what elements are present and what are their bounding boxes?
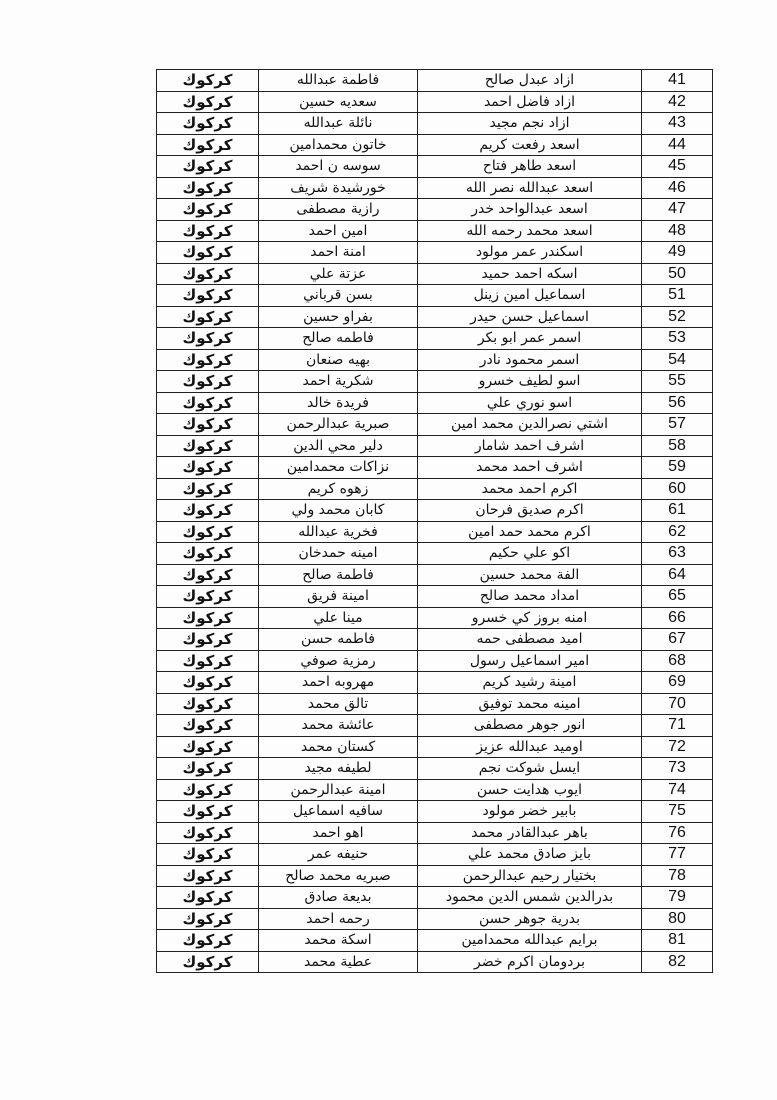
full-name-cell: اوميد عبدالله عزيز [418,736,642,758]
mother-name-cell: دلير محي الدين [259,435,418,457]
full-name-cell: اشتي نصرالدين محمد امين [418,414,642,436]
row-number-cell: 69 [642,672,713,694]
full-name-cell: بدرالدين شمس الدين محمود [418,887,642,909]
mother-name-cell: زهوه كريم [259,478,418,500]
table-row [157,306,713,328]
mother-name-cell: امينه حمدخان [259,543,418,565]
row-number-cell: 80 [642,908,713,930]
mother-name-cell: لطيفه مجيد [259,758,418,780]
row-number-cell: 79 [642,887,713,909]
city-cell: كركوك [157,736,259,758]
row-number-cell: 57 [642,414,713,436]
city-cell: كركوك [157,371,259,393]
row-number-cell: 54 [642,349,713,371]
city-cell: كركوك [157,672,259,694]
row-number-cell: 77 [642,844,713,866]
row-number-cell: 44 [642,134,713,156]
mother-name-cell: صبريه محمد صالح [259,865,418,887]
mother-name-cell: بفراو حسين [259,306,418,328]
full-name-cell: ازاد فاضل احمد [418,91,642,113]
full-name-cell: اكرم احمد محمد [418,478,642,500]
full-name-cell: بختيار رحيم عبدالرحمن [418,865,642,887]
full-name-cell: اشرف احمد شامار [418,435,642,457]
full-name-cell: اسمر محمود نادر [418,349,642,371]
mother-name-cell: اسكة محمد [259,930,418,952]
full-name-cell: اكرم صديق فرحان [418,500,642,522]
row-number-cell: 63 [642,543,713,565]
table-row [157,156,713,178]
row-number-cell: 41 [642,70,713,92]
mother-name-cell: سعديه حسين [259,91,418,113]
full-name-cell: اسو نوري علي [418,392,642,414]
row-number-cell: 43 [642,113,713,135]
row-number-cell: 48 [642,220,713,242]
full-name-cell: بردومان اكرم خضر [418,951,642,973]
table-row [157,328,713,350]
mother-name-cell: تالق محمد [259,693,418,715]
city-cell: كركوك [157,887,259,909]
full-name-cell: اكو علي حكيم [418,543,642,565]
row-number-cell: 82 [642,951,713,973]
city-cell: كركوك [157,177,259,199]
full-name-cell: اسكه احمد حميد [418,263,642,285]
names-table [156,69,713,973]
row-number-cell: 52 [642,306,713,328]
row-number-cell: 75 [642,801,713,823]
mother-name-cell: امين احمد [259,220,418,242]
mother-name-cell: خورشيدة شريف [259,177,418,199]
mother-name-cell: فريدة خالد [259,392,418,414]
row-number-cell: 66 [642,607,713,629]
mother-name-cell: اهو احمد [259,822,418,844]
row-number-cell: 70 [642,693,713,715]
city-cell: كركوك [157,693,259,715]
city-cell: كركوك [157,758,259,780]
city-cell: كركوك [157,607,259,629]
table-row [157,70,713,92]
row-number-cell: 50 [642,263,713,285]
full-name-cell: برايم عبدالله محمدامين [418,930,642,952]
city-cell: كركوك [157,650,259,672]
city-cell: كركوك [157,285,259,307]
full-name-cell: اكرم محمد حمد امين [418,521,642,543]
city-cell: كركوك [157,779,259,801]
table-row [157,521,713,543]
city-cell: كركوك [157,865,259,887]
mother-name-cell: فاطمه حسن [259,629,418,651]
city-cell: كركوك [157,70,259,92]
table-row [157,414,713,436]
row-number-cell: 68 [642,650,713,672]
mother-name-cell: عطية محمد [259,951,418,973]
mother-name-cell: عزتة علي [259,263,418,285]
mother-name-cell: حنيفه عمر [259,844,418,866]
city-cell: كركوك [157,801,259,823]
full-name-cell: اسماعيل حسن حيدر [418,306,642,328]
city-cell: كركوك [157,629,259,651]
city-cell: كركوك [157,478,259,500]
mother-name-cell: فاطمة صالح [259,564,418,586]
mother-name-cell: سافيه اسماعيل [259,801,418,823]
mother-name-cell: خاتون محمدامين [259,134,418,156]
row-number-cell: 76 [642,822,713,844]
city-cell: كركوك [157,328,259,350]
mother-name-cell: رحمه احمد [259,908,418,930]
city-cell: كركوك [157,306,259,328]
table-row [157,500,713,522]
table-row [157,801,713,823]
full-name-cell: اسو لطيف خسرو [418,371,642,393]
table-row [157,543,713,565]
city-cell: كركوك [157,951,259,973]
table-row [157,242,713,264]
names-table-body [157,70,713,973]
table-row [157,586,713,608]
full-name-cell: ازاد نجم مجيد [418,113,642,135]
full-name-cell: اسكندر عمر مولود [418,242,642,264]
mother-name-cell: شكرية احمد [259,371,418,393]
city-cell: كركوك [157,586,259,608]
full-name-cell: الفة محمد حسين [418,564,642,586]
mother-name-cell: فخرية عبدالله [259,521,418,543]
table-row [157,865,713,887]
row-number-cell: 60 [642,478,713,500]
row-number-cell: 55 [642,371,713,393]
row-number-cell: 74 [642,779,713,801]
mother-name-cell: بهيه صنعان [259,349,418,371]
full-name-cell: اسمر عمر ابو بكر [418,328,642,350]
table-row [157,887,713,909]
row-number-cell: 61 [642,500,713,522]
mother-name-cell: امينة فريق [259,586,418,608]
city-cell: كركوك [157,242,259,264]
table-row [157,736,713,758]
table-row [157,263,713,285]
mother-name-cell: بديعة صادق [259,887,418,909]
mother-name-cell: رمزية صوفي [259,650,418,672]
row-number-cell: 42 [642,91,713,113]
row-number-cell: 47 [642,199,713,221]
table-row [157,220,713,242]
city-cell: كركوك [157,263,259,285]
full-name-cell: ايوب هدايت حسن [418,779,642,801]
row-number-cell: 65 [642,586,713,608]
mother-name-cell: عائشة محمد [259,715,418,737]
city-cell: كركوك [157,715,259,737]
city-cell: كركوك [157,908,259,930]
table-row [157,349,713,371]
row-number-cell: 73 [642,758,713,780]
full-name-cell: ايسل شوكت نجم [418,758,642,780]
full-name-cell: اسعد محمد رحمه الله [418,220,642,242]
city-cell: كركوك [157,349,259,371]
full-name-cell: اسعد رفعت كريم [418,134,642,156]
mother-name-cell: رازية مصطفى [259,199,418,221]
row-number-cell: 56 [642,392,713,414]
row-number-cell: 67 [642,629,713,651]
table-row [157,371,713,393]
city-cell: كركوك [157,220,259,242]
row-number-cell: 58 [642,435,713,457]
mother-name-cell: فاطمة عبدالله [259,70,418,92]
mother-name-cell: كستان محمد [259,736,418,758]
city-cell: كركوك [157,543,259,565]
table-row [157,564,713,586]
full-name-cell: ازاد عبدل صالح [418,70,642,92]
table-row [157,758,713,780]
table-row [157,822,713,844]
table-row [157,908,713,930]
full-name-cell: اسعد عبدالواحد خدر [418,199,642,221]
table-row [157,844,713,866]
full-name-cell: امداد محمد صالح [418,586,642,608]
city-cell: كركوك [157,457,259,479]
mother-name-cell: كابان محمد ولي [259,500,418,522]
city-cell: كركوك [157,91,259,113]
row-number-cell: 62 [642,521,713,543]
city-cell: كركوك [157,156,259,178]
table-row [157,607,713,629]
full-name-cell: اميد مصطفى حمه [418,629,642,651]
full-name-cell: امينه محمد توفيق [418,693,642,715]
row-number-cell: 51 [642,285,713,307]
table-row [157,435,713,457]
table-row [157,285,713,307]
full-name-cell: اسماعيل امين زينل [418,285,642,307]
row-number-cell: 59 [642,457,713,479]
table-row [157,392,713,414]
table-row [157,715,713,737]
table-row [157,457,713,479]
full-name-cell: اشرف احمد محمد [418,457,642,479]
table-row [157,91,713,113]
full-name-cell: امينة رشيد كريم [418,672,642,694]
city-cell: كركوك [157,930,259,952]
table-row [157,951,713,973]
city-cell: كركوك [157,844,259,866]
city-cell: كركوك [157,822,259,844]
row-number-cell: 45 [642,156,713,178]
mother-name-cell: مينا علي [259,607,418,629]
full-name-cell: بابير خضر مولود [418,801,642,823]
row-number-cell: 78 [642,865,713,887]
full-name-cell: انور جوهر مصطفى [418,715,642,737]
full-name-cell: بدرية جوهر حسن [418,908,642,930]
mother-name-cell: امينة عبدالرحمن [259,779,418,801]
full-name-cell: بايز صادق محمد علي [418,844,642,866]
full-name-cell: باهر عبدالقادر محمد [418,822,642,844]
mother-name-cell: صبرية عبدالرحمن [259,414,418,436]
table-row [157,113,713,135]
city-cell: كركوك [157,435,259,457]
city-cell: كركوك [157,564,259,586]
table-row [157,650,713,672]
city-cell: كركوك [157,199,259,221]
mother-name-cell: فاطمه صالح [259,328,418,350]
mother-name-cell: امنة احمد [259,242,418,264]
mother-name-cell: نزاكات محمدامين [259,457,418,479]
row-number-cell: 64 [642,564,713,586]
table-row [157,478,713,500]
mother-name-cell: بسن قرباني [259,285,418,307]
row-number-cell: 49 [642,242,713,264]
full-name-cell: امنه بروز كي خسرو [418,607,642,629]
mother-name-cell: مهروبه احمد [259,672,418,694]
mother-name-cell: سوسه ن احمد [259,156,418,178]
table-row [157,629,713,651]
row-number-cell: 53 [642,328,713,350]
full-name-cell: اسعد عبدالله نصر الله [418,177,642,199]
row-number-cell: 81 [642,930,713,952]
row-number-cell: 71 [642,715,713,737]
city-cell: كركوك [157,500,259,522]
full-name-cell: امير اسماعيل رسول [418,650,642,672]
table-row [157,199,713,221]
city-cell: كركوك [157,392,259,414]
city-cell: كركوك [157,113,259,135]
table-row [157,672,713,694]
city-cell: كركوك [157,414,259,436]
row-number-cell: 72 [642,736,713,758]
table-row [157,930,713,952]
city-cell: كركوك [157,134,259,156]
city-cell: كركوك [157,521,259,543]
mother-name-cell: نائلة عبدالله [259,113,418,135]
table-row [157,177,713,199]
table-row [157,779,713,801]
full-name-cell: اسعد طاهر فتاح [418,156,642,178]
table-row [157,134,713,156]
row-number-cell: 46 [642,177,713,199]
table-row [157,693,713,715]
